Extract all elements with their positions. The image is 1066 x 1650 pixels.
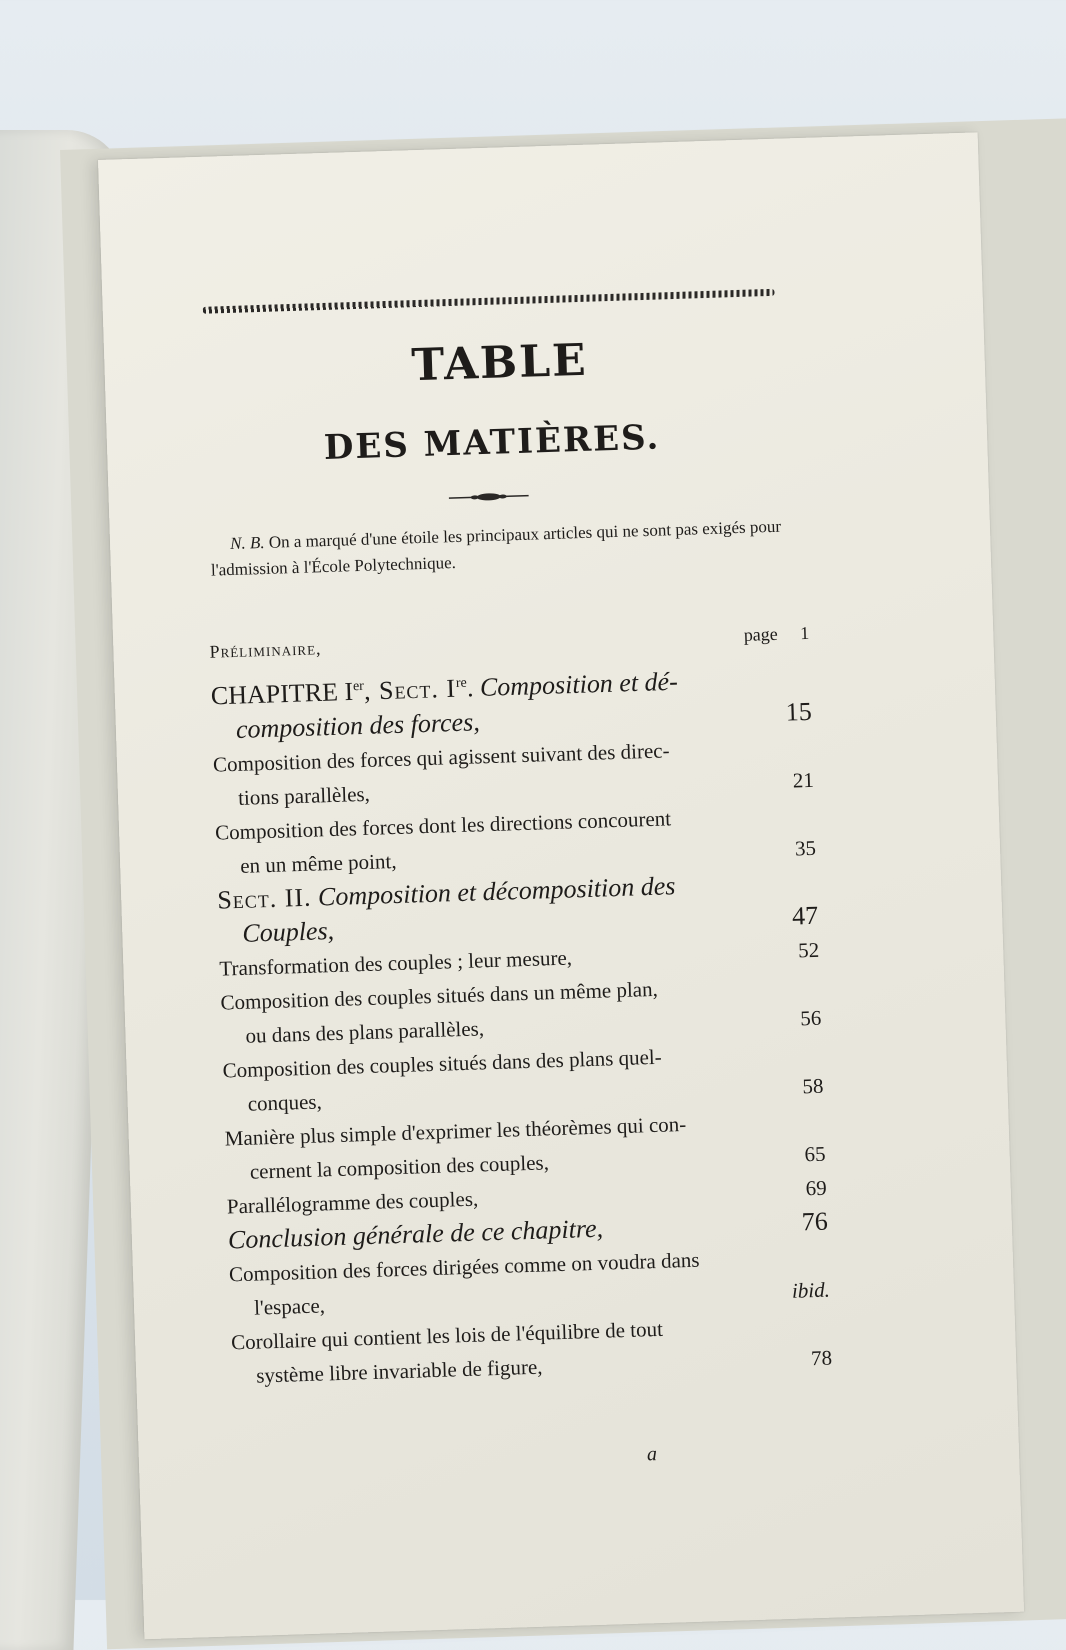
toc-page-word: page [743,623,779,645]
chapter-label: CHAPITRE I [210,676,354,711]
signature-mark: a [646,1443,658,1466]
sect-label: , Sect. I [363,673,457,706]
toc-line-2: l'espace, [253,1293,326,1320]
toc-conclusion-label: Conclusion générale de ce chapitre, [227,1213,604,1255]
toc-page-number: 35 [794,835,817,861]
note-paragraph [210,513,791,583]
toc-line-1: Composition des forces dont les directions concourent [214,805,672,845]
sect-label: Sect. II. [216,882,312,915]
note-prefix: N. B. [229,532,265,554]
toc-page-number: 76 [801,1206,829,1237]
toc-line-1: Corollaire qui contient les lois de l'équilibre de tout [230,1316,664,1355]
toc-line-1: Composition des forces dirigées comme on voudra dans [228,1247,700,1287]
toc-page-number: 52 [797,937,820,963]
ornament-divider-icon [449,492,529,503]
toc-page-number: 56 [799,1005,822,1031]
toc-page-number: 69 [805,1175,828,1200]
toc-page-number: 15 [785,696,813,727]
table-of-contents [209,616,833,1393]
toc-label: Préliminaire, [209,638,322,662]
note-text: On a marqué d'une étoile les principaux articles qui ne sont pas exigés pour l'admission à l'École Polytechnique. [210,516,782,580]
chapter-sup: er [352,678,365,695]
chapter-title-line-1: Composition et dé- [479,666,679,702]
section-title-line-2: Couples, [241,915,335,948]
toc-line-1: Parallélogramme des couples, [226,1186,479,1219]
toc-line-1: Composition des forces qui agissent suivant des direc- [212,738,670,777]
toc-page-number: 58 [802,1073,824,1098]
toc-page-number: 47 [791,900,819,931]
toc-line-1: Manière plus simple d'exprimer les théorèmes qui con- [224,1111,687,1151]
toc-line-2: cernent la composition des couples, [249,1149,550,1184]
toc-line-2: ou dans des plans parallèles, [245,1015,485,1048]
toc-page-number: 1 [799,622,810,644]
toc-page-number: 21 [792,767,815,793]
toc-line-1: Transformation des couples ; leur mesure, [219,945,573,981]
top-ornamental-rule [203,289,775,314]
chapter-title-line-2: composition des forces, [235,706,481,744]
toc-line-1: Composition des couples situés dans des plans quel- [222,1044,663,1083]
toc-page-number: 65 [804,1141,826,1166]
toc-line-2: conques, [247,1089,323,1116]
sect-dot: . [466,673,474,703]
title-line-2: DES MATIÈRES. [323,417,661,469]
section-title-line-1: Composition et décomposition des [317,870,676,912]
book-page [98,132,1024,1639]
toc-line-2: système libre invariable de figure, [255,1354,543,1388]
toc-page-number: 78 [810,1345,833,1370]
toc-line-2: tions parallèles, [237,781,371,810]
toc-page [743,616,810,652]
toc-page-number: ibid. [791,1277,831,1303]
toc-line-2: en un même point, [239,848,397,878]
title-line-1: TABLE [410,334,589,392]
sect-sup: re [455,675,468,692]
toc-line-1: Composition des couples situés dans un même plan, [220,976,659,1015]
